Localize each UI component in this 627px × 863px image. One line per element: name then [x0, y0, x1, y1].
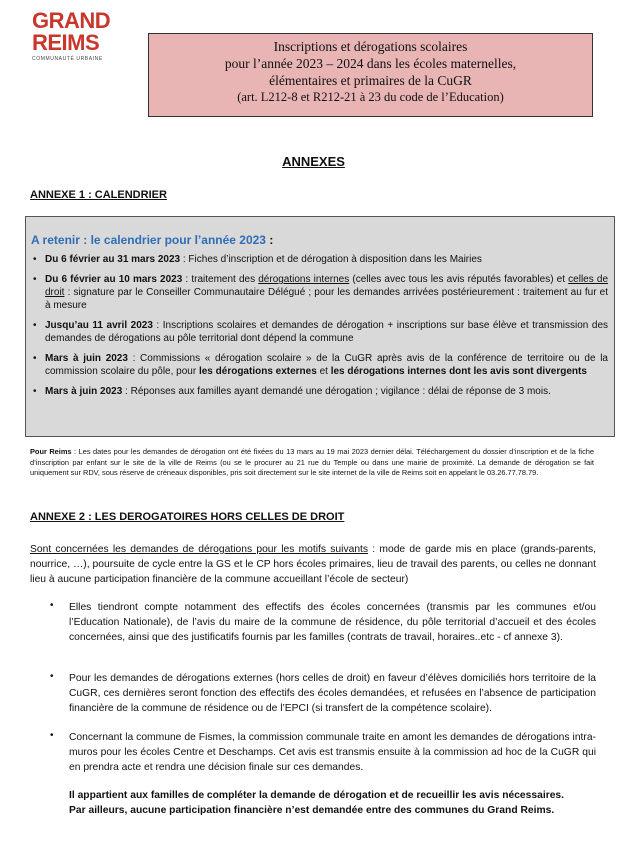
- calendar-box: [25, 216, 615, 437]
- calendar-item: • Mars à juin 2023 : Réponses aux familles ayant demandé une dérogation ; vigilance : délai de réponse de 3 mois.: [33, 386, 551, 397]
- annexe-2-intro: Sont concernées les demandes de dérogations pour les motifs suivants : mode de garde mis en place (grands-parents, nourrice, …), poursuite de cycle entre la GS et le CP hors écoles primaires, lieu de travail des parents, ou celles ne donnant lieu à aucune participation financière de la commune accueillant l’école de secteur): [30, 544, 596, 585]
- list-item: • Concernant la commune de Fismes, la commission communale traite en amont les demandes de dérogations intra-muros pour les écoles Centre et Deschamps. Cet avis est transmis ensuite à la commission ad hoc de la CuGR qui en prendra acte et rendra une décision finale sur ces demandes.: [50, 730, 596, 773]
- calendar-list: [31, 253, 608, 398]
- bullet-icon: •: [50, 600, 54, 611]
- calendar-box-title: A retenir : le calendrier pour l’année 2023 :: [31, 233, 274, 247]
- bullet-icon: •: [50, 730, 54, 741]
- calendar-item: • Du 6 février au 31 mars 2023 : Fiches d’inscription et de dérogation à disposition dans les Mairies: [33, 254, 482, 265]
- pour-reims-note: Pour Reims : Les dates pour les demandes de dérogation ont été fixées du 13 mars au 19 mai 2023 dernier délai. Téléchargement du dossier d’inscription et de la fiche d’inscription par enfant sur le site de la ville de Reims (ou se le procurer au 21 rue du Temple ou dans une mairie de proximité. La demande de dérogation se fait uniquement sur RDV, sous réserve de créneaux disponibles, pris soit directement sur le site internet de la ville de Reims soit en appelant le 03.26.77.78.79.: [30, 447, 594, 477]
- document-title-box: [148, 33, 593, 117]
- calendar-item: • Jusqu’au 11 avril 2023 : Inscriptions scolaires et demandes de dérogation + inscriptions sur base élève et transmission des demandes de dérogations au pôle territorial dont dépend la commune: [33, 320, 609, 344]
- bullet-icon: •: [33, 353, 37, 364]
- title-line-3: élémentaires et primaires de la CuGR: [269, 73, 472, 88]
- bullet-icon: •: [33, 274, 37, 285]
- list-item: • Elles tiendront compte notamment des effectifs des écoles concernées (transmis par les communes et/ou l’Education Nationale), de l’avis du maire de la commune de résidence, du pôle territorial d’accueil et des écoles concernées, ainsi que des justificatifs fournis par les familles (contrats de travail, horaires..etc - cf annexe 3).: [50, 600, 596, 643]
- bullet-icon: •: [33, 320, 37, 331]
- bullet-icon: •: [33, 254, 37, 265]
- bullet-icon: •: [33, 386, 37, 397]
- calendar-item: • Du 6 février au 10 mars 2023 : traitement des dérogations internes (celles avec tous les avis réputés favorables) et celles de droit : signature par le Conseiller Communautaire Délégué ; pour les demandes arrivées postérieurement : traitement au fur et à mesure: [33, 274, 609, 311]
- title-line-1: Inscriptions et dérogations scolaires: [273, 39, 468, 54]
- calendar-item: • Mars à juin 2023 : Commissions « dérogation scolaire » de la CuGR après avis de la conférence de territoire ou de la commission scolaire du pôle, pour les dérogations externes et les dérogations internes dont les avis sont divergents: [33, 353, 608, 377]
- annexe-2-heading: ANNEXE 2 : LES DEROGATOIRES HORS CELLES DE DROIT: [30, 511, 345, 523]
- logo-line-grand: GRAND: [32, 8, 111, 33]
- logo-tagline: COMMUNAUTÉ URBAINE: [32, 56, 103, 62]
- logo-line-reims: REIMS: [32, 30, 100, 55]
- conclusion: Il appartient aux familles de compléter la demande de dérogation et de recueillir les avis nécessaires. Par ailleurs, aucune participation financière n’est demandée entre des communes du Grand Reims.: [69, 790, 565, 816]
- annexe-1-heading: ANNEXE 1 : CALENDRIER: [30, 189, 167, 201]
- list-item: • Pour les demandes de dérogations externes (hors celles de droit) en faveur d’élèves domiciliés hors territoire de la CuGR, ces dernières seront fonction des effectifs des écoles demandées, et refusées en l’absence de participation financière de la commune de résidence ou de l’EPCI (si transfert de la compétence scolaire).: [50, 671, 596, 714]
- grand-reims-logo: [32, 10, 112, 62]
- bullet-icon: •: [50, 671, 54, 682]
- annexes-heading: ANNEXES: [282, 154, 345, 169]
- title-line-4: (art. L212-8 et R212-21 à 23 du code de l’Education): [237, 90, 504, 104]
- title-line-2: pour l’année 2023 – 2024 dans les écoles maternelles,: [224, 56, 517, 71]
